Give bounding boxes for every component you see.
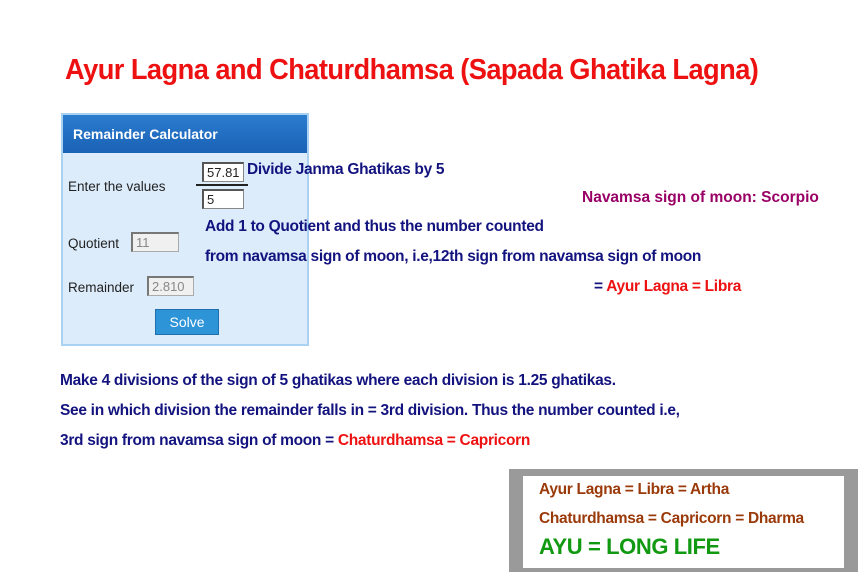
page-title: Ayur Lagna and Chaturdhamsa (Sapada Ghatika Lagna) — [65, 54, 759, 86]
navamsa-moon-note: Navamsa sign of moon: Scorpio — [582, 189, 819, 206]
quotient-label: Quotient — [68, 236, 120, 251]
summary-panel — [523, 476, 844, 568]
calculator-header: Remainder Calculator — [63, 115, 307, 153]
chaturdhamsa-prefix: 3rd sign from navamsa sign of moon = — [60, 432, 338, 449]
chaturdhamsa-value: Chaturdhamsa = Capricorn — [337, 432, 531, 449]
add-quotient-note-line2: from navamsa sign of moon, i.e,12th sign from navamsa sign of moon — [205, 248, 702, 265]
ayur-lagna-value: Ayur Lagna = Libra — [606, 278, 742, 295]
fraction-line — [196, 184, 248, 186]
divisions-note-line1: Make 4 divisions of the sign of 5 ghatikas where each division is 1.25 ghatikas. — [60, 372, 616, 389]
solve-button[interactable]: Solve — [155, 309, 219, 335]
summary-line-ayur: Ayur Lagna = Libra = Artha — [539, 481, 730, 498]
remainder-label: Remainder — [68, 280, 135, 295]
numerator-input[interactable]: 57.81 — [202, 162, 244, 182]
summary-line-chaturdhamsa: Chaturdhamsa = Capricorn = Dharma — [539, 510, 804, 527]
divisions-note-line2: See in which division the remainder falls in = 3rd division. Thus the number counted i.e, — [60, 402, 680, 419]
denominator-input[interactable]: 5 — [202, 189, 244, 209]
add-quotient-note-line1: Add 1 to Quotient and thus the number counted — [205, 218, 544, 235]
enter-values-label: Enter the values — [68, 179, 166, 194]
remainder-output[interactable]: 2.810 — [147, 276, 194, 296]
equals-prefix: = — [594, 278, 607, 295]
summary-box — [509, 469, 858, 572]
divisions-note-line3 — [60, 432, 530, 450]
summary-line-ayu: AYU = LONG LIFE — [539, 534, 720, 559]
ayur-lagna-result — [594, 278, 741, 296]
quotient-output[interactable]: 11 — [131, 232, 179, 252]
divide-note: Divide Janma Ghatikas by 5 — [247, 161, 445, 178]
